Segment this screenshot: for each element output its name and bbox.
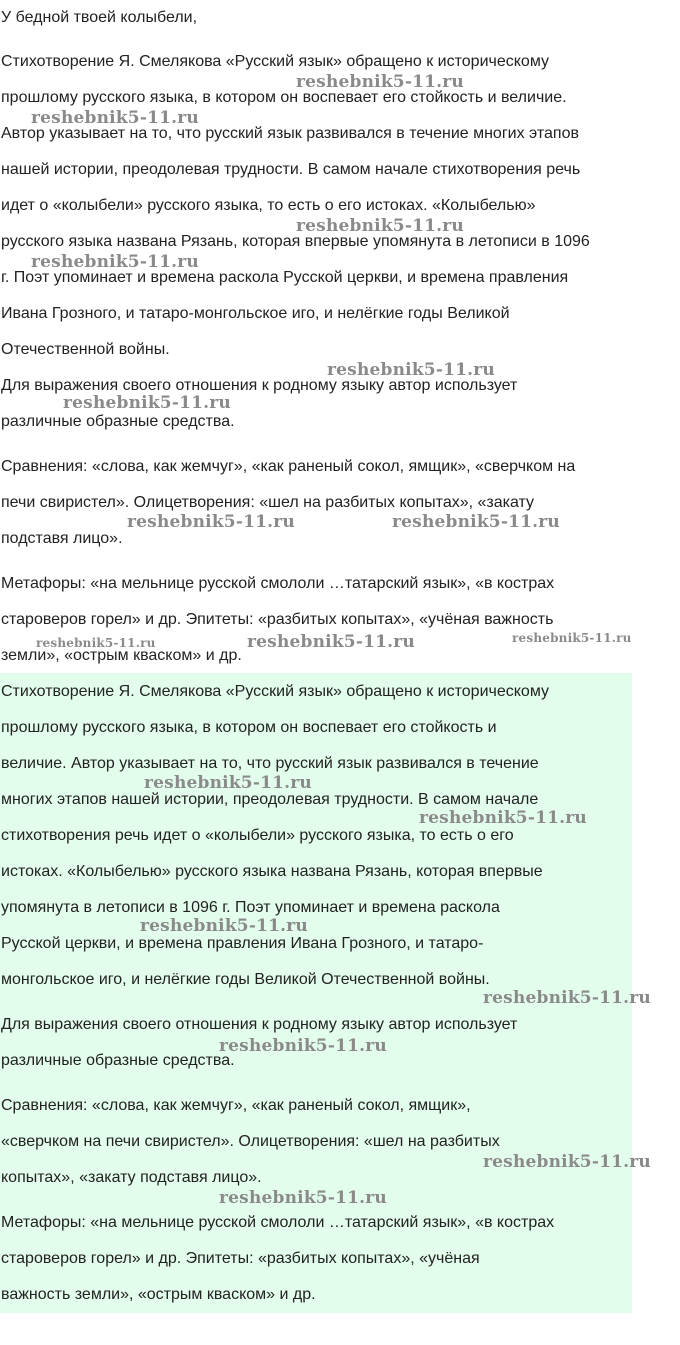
text-line: земли», «острым кваском» и др. — [1, 647, 242, 664]
text-line: Для выражения своего отношения к родному языку автор использует — [1, 1016, 518, 1033]
text-line: Метафоры: «на мельнице русской смололи …татарский язык», «в кострах — [1, 1214, 555, 1231]
watermark: reshebnik5-11.ru — [419, 808, 587, 828]
watermark: reshebnik5-11.ru — [483, 988, 651, 1008]
watermark: reshebnik5-11.ru — [296, 216, 464, 236]
text-line: Сравнения: «слова, как жемчуг», «как раненый сокол, ямщик», — [1, 1097, 471, 1114]
text-line: подставя лицо». — [1, 530, 123, 547]
text-line: различные образные средства. — [1, 1052, 235, 1069]
text-line: печи свиристел». Олицетворения: «шел на разбитых копытах», «закату — [1, 494, 535, 511]
watermark: reshebnik5-11.ru — [140, 916, 308, 936]
watermark: reshebnik5-11.ru — [63, 393, 231, 413]
text-line: «сверчком на печи свиристел». Олицетворения: «шел на разбитых — [1, 1133, 500, 1150]
watermark: reshebnik5-11.ru — [144, 773, 312, 793]
text-line: величие. Автор указывает на то, что русский язык развивался в течение — [1, 755, 539, 772]
text-line: староверов горел» и др. Эпитеты: «разбитых копытах», «учёная — [1, 1250, 480, 1267]
text-line: прошлому русского языка, в котором он воспевает его стойкость и — [1, 719, 497, 736]
text-line: многих этапов нашей истории, преодолевая трудности. В самом начале — [1, 791, 539, 808]
watermark: reshebnik5-11.ru — [31, 252, 199, 272]
watermark: reshebnik5-11.ru — [392, 512, 560, 532]
watermark: reshebnik5-11.ru — [296, 72, 464, 92]
text-line: Стихотворение Я. Смелякова «Русский язык» обращено к историческому — [1, 683, 549, 700]
text-line: Русской церкви, и времена правления Ивана Грозного, и татаро- — [1, 935, 484, 952]
watermark: reshebnik5-11.ru — [127, 512, 295, 532]
text-line: Для выражения своего отношения к родному языку автор использует — [1, 377, 518, 394]
watermark: reshebnik5-11.ru — [483, 1152, 651, 1172]
text-line: Ивана Грозного, и татаро-монгольское иго, и нелёгкие годы Великой — [1, 305, 510, 322]
watermark: reshebnik5-11.ru — [512, 631, 632, 645]
text-line: копытах», «закату подставя лицо». — [1, 1169, 262, 1186]
watermark: reshebnik5-11.ru — [247, 632, 415, 652]
text-line: прошлому русского языка, в котором он воспевает его стойкость и величие. — [1, 89, 567, 106]
text-line: г. Поэт упоминает и времена раскола Русской церкви, и времена правления — [1, 269, 569, 286]
text-line: Сравнения: «слова, как жемчуг», «как раненый сокол, ямщик», «сверчком на — [1, 458, 576, 475]
watermark: reshebnik5-11.ru — [31, 108, 199, 128]
text-line: Автор указывает на то, что русский язык развивался в течение многих этапов — [1, 125, 579, 142]
text-line: монгольское иго, и нелёгкие годы Великой Отечественной войны. — [1, 971, 490, 988]
text-line: русского языка названа Рязань, которая впервые упомянута в летописи в 1096 — [1, 233, 590, 250]
text-line: староверов горел» и др. Эпитеты: «разбитых копытах», «учёная важность — [1, 611, 554, 628]
watermark: reshebnik5-11.ru — [327, 360, 495, 380]
text-line: упомянута в летописи в 1096 г. Поэт упоминает и времена раскола — [1, 899, 500, 916]
text-line: нашей истории, преодолевая трудности. В самом начале стихотворения речь — [1, 161, 581, 178]
text-line: У бедной твоей колыбели, — [1, 9, 198, 26]
watermark: reshebnik5-11.ru — [219, 1036, 387, 1056]
watermark: reshebnik5-11.ru — [219, 1188, 387, 1208]
text-line: истоках. «Колыбелью» русского языка названа Рязань, которая впервые — [1, 863, 543, 880]
text-line: стихотворения речь идет о «колыбели» русского языка, то есть о его — [1, 827, 514, 844]
watermark: reshebnik5-11.ru — [36, 636, 156, 650]
text-line: Отечественной войны. — [1, 341, 170, 358]
text-line: Стихотворение Я. Смелякова «Русский язык» обращено к историческому — [1, 53, 549, 70]
text-line: важность земли», «острым кваском» и др. — [1, 1286, 316, 1303]
text-line: различные образные средства. — [1, 413, 235, 430]
text-line: идет о «колыбели» русского языка, то есть о его истоках. «Колыбелью» — [1, 197, 536, 214]
text-line: Метафоры: «на мельнице русской смололи …татарский язык», «в кострах — [1, 575, 555, 592]
